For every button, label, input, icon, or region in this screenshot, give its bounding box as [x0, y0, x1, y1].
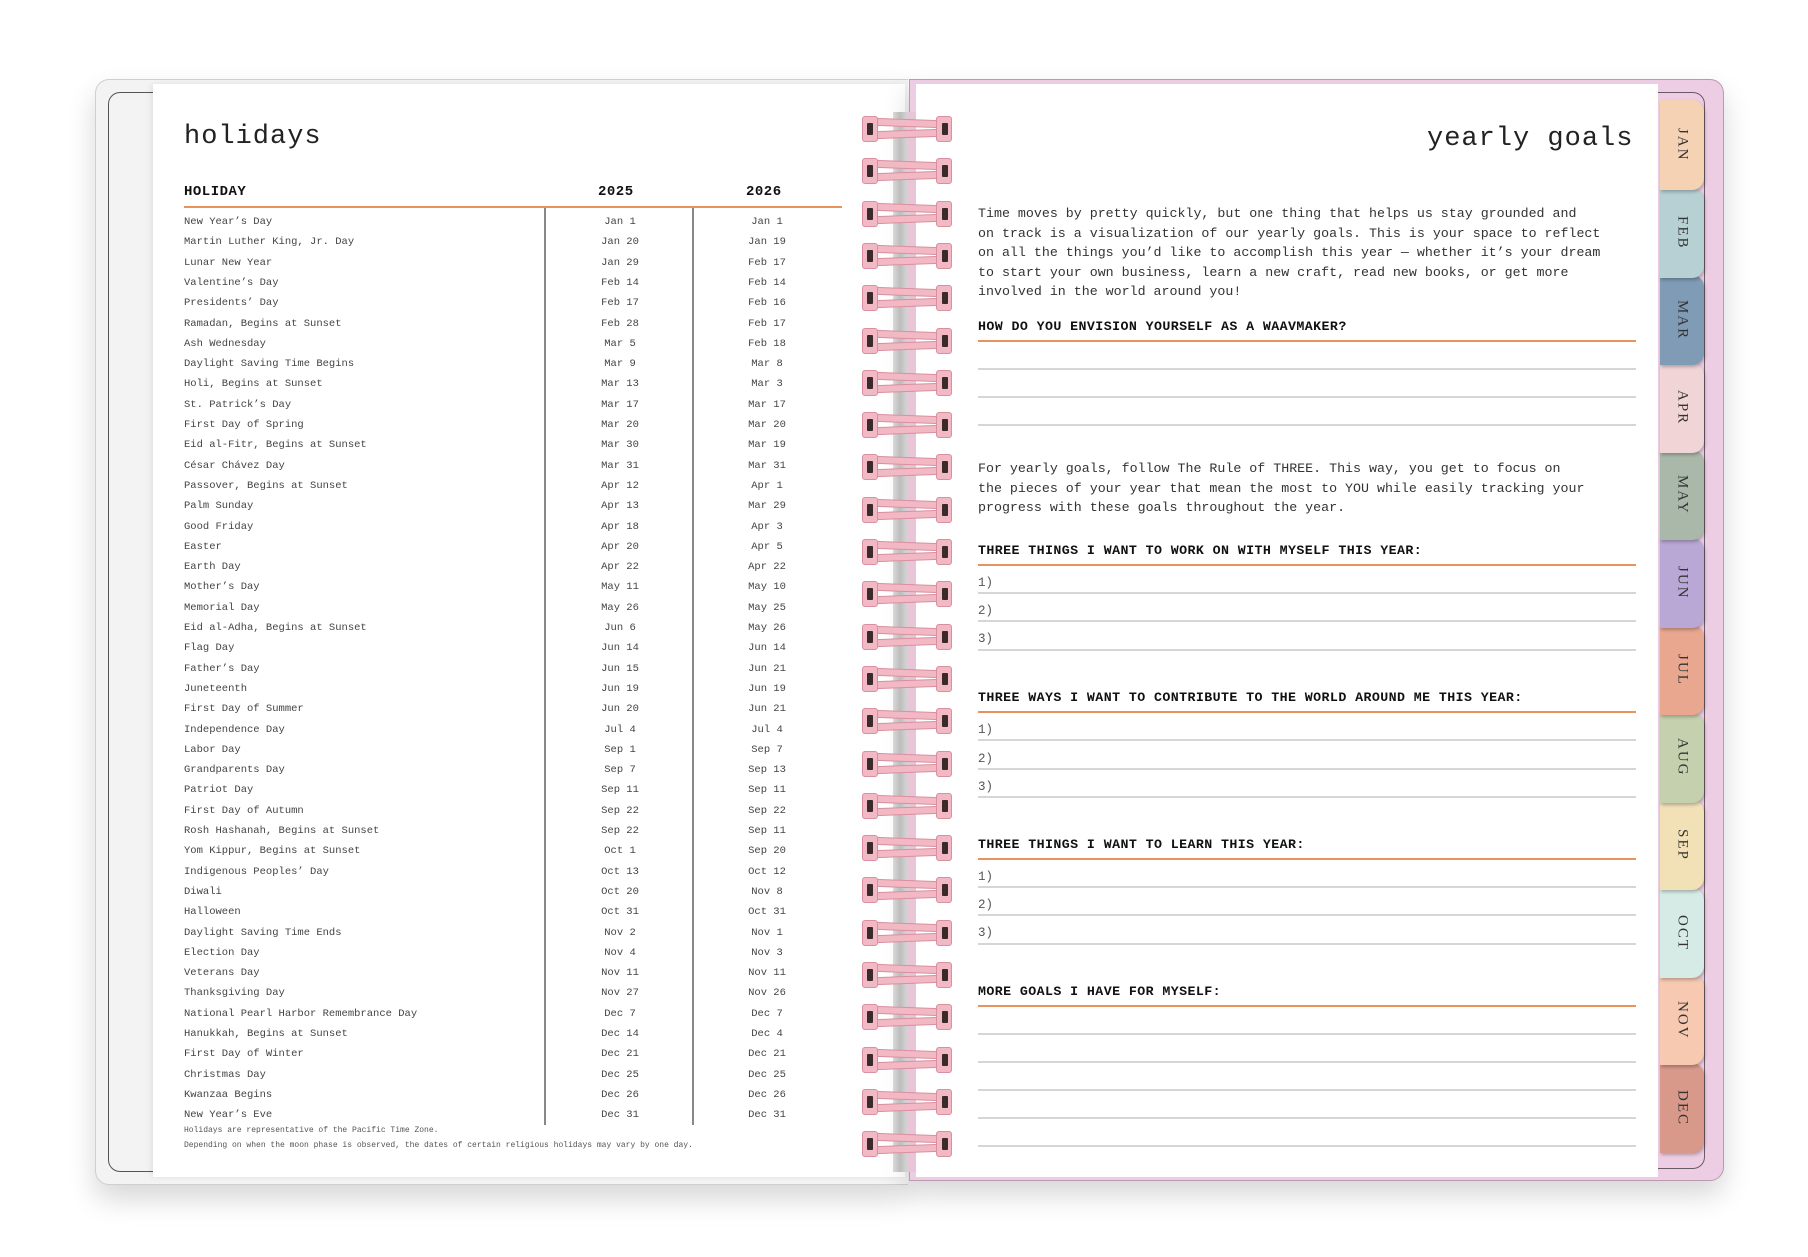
- intro-line: on all the things you’d like to accomplish this year — whether it’s your dream: [978, 245, 1601, 261]
- write-line[interactable]: [978, 396, 1636, 398]
- spiral-coil: [862, 285, 952, 309]
- table-row: [0, 902, 900, 922]
- spiral-coil: [862, 1004, 952, 1028]
- date-2026: Nov 3: [751, 946, 783, 959]
- date-2026: Feb 14: [748, 276, 786, 289]
- holiday-name: Holi, Begins at Sunset: [184, 378, 323, 391]
- date-2026: Nov 26: [748, 987, 786, 1000]
- rule-line: progress with these goals throughout the year.: [978, 500, 1346, 516]
- date-2025: Nov 27: [601, 987, 639, 1000]
- rule-line: For yearly goals, follow The Rule of THREE. This way, you get to focus on: [978, 461, 1561, 476]
- date-2026: Mar 29: [748, 500, 786, 513]
- holiday-name: Juneteenth: [184, 682, 248, 695]
- date-2026: Mar 8: [751, 358, 783, 371]
- tab-jun[interactable]: [1660, 538, 1704, 628]
- date-2026: Sep 7: [751, 743, 783, 756]
- table-row: [0, 1004, 900, 1024]
- table-row: [0, 841, 900, 861]
- date-2025: Apr 13: [601, 500, 639, 513]
- date-2025: Sep 22: [601, 825, 639, 837]
- section-rule: [978, 564, 1636, 566]
- date-2026: May 25: [748, 601, 786, 614]
- date-2026: Dec 31: [748, 1109, 786, 1122]
- write-line[interactable]: [978, 886, 1636, 888]
- date-2025: Apr 22: [601, 561, 639, 574]
- spiral-coil: [862, 454, 952, 478]
- write-line[interactable]: [978, 796, 1636, 798]
- holiday-name: First Day of Summer: [184, 703, 304, 716]
- write-line[interactable]: [978, 592, 1636, 594]
- holiday-name: Veterans Day: [184, 967, 260, 980]
- tab-jan[interactable]: [1660, 100, 1704, 190]
- holiday-name: Kwanzaa Begins: [184, 1088, 273, 1101]
- tab-aug[interactable]: [1660, 713, 1704, 803]
- table-row: [0, 983, 900, 1003]
- intro-line: Time moves by pretty quickly, but one thing that helps us stay grounded and: [978, 206, 1577, 221]
- tab-label: OCT: [1674, 914, 1691, 951]
- date-2025: May 11: [601, 581, 639, 594]
- date-2025: Dec 21: [601, 1048, 639, 1061]
- date-2026: Jan 1: [751, 216, 783, 228]
- date-2025: Sep 22: [601, 804, 639, 817]
- holiday-name: Valentine’s Day: [184, 276, 279, 289]
- table-row: [0, 212, 900, 232]
- date-2026: Nov 11: [748, 967, 786, 980]
- write-line[interactable]: [978, 1033, 1636, 1035]
- date-2026: Apr 5: [751, 540, 783, 553]
- tab-sep[interactable]: [1660, 800, 1704, 890]
- date-2025: Sep 7: [604, 764, 636, 777]
- date-2025: Oct 20: [601, 885, 639, 898]
- date-2025: Jun 15: [601, 662, 639, 675]
- tab-label: JUL: [1674, 654, 1691, 686]
- holiday-name: First Day of Winter: [184, 1048, 304, 1061]
- date-2025: Mar 13: [601, 378, 639, 391]
- table-row: [0, 476, 900, 496]
- date-2026: May 26: [748, 622, 786, 634]
- write-line[interactable]: [978, 914, 1636, 916]
- write-line[interactable]: [978, 1145, 1636, 1147]
- header-rule: [184, 206, 842, 208]
- tab-label: FEB: [1674, 215, 1691, 250]
- holiday-name: Father’s Day: [184, 662, 260, 675]
- holiday-name: Lunar New Year: [184, 256, 273, 269]
- item-number: 2): [978, 898, 994, 912]
- table-row: [0, 598, 900, 618]
- spiral-coil: [862, 1089, 952, 1113]
- item-number: 2): [978, 604, 994, 618]
- tab-dec[interactable]: [1660, 1063, 1704, 1153]
- holiday-name: Memorial Day: [184, 601, 260, 614]
- tab-feb[interactable]: [1660, 188, 1704, 278]
- spiral-coil: [862, 1131, 952, 1155]
- holiday-name: Eid al-Fitr, Begins at Sunset: [184, 439, 367, 452]
- date-2025: Jan 20: [601, 236, 639, 249]
- table-row: [0, 801, 900, 821]
- table-row: [0, 1105, 900, 1125]
- date-2025: Mar 9: [604, 358, 636, 371]
- date-2025: Mar 5: [604, 337, 636, 350]
- holiday-name: First Day of Autumn: [184, 804, 304, 817]
- date-2026: Dec 4: [751, 1028, 783, 1040]
- write-line[interactable]: [978, 368, 1636, 370]
- tab-may[interactable]: [1660, 450, 1704, 540]
- write-line[interactable]: [978, 739, 1636, 741]
- date-2026: Sep 11: [748, 825, 786, 837]
- spiral-coil: [862, 1047, 952, 1071]
- spiral-coil: [862, 877, 952, 901]
- spiral-coil: [862, 708, 952, 732]
- date-2025: Apr 12: [601, 479, 639, 492]
- date-2025: Oct 1: [604, 845, 636, 858]
- intro-line: to start your own business, learn a new craft, read new books, or get more: [978, 264, 1569, 280]
- tab-apr[interactable]: [1660, 363, 1704, 453]
- date-2026: Dec 25: [748, 1068, 786, 1081]
- column-header-2025: 2025: [598, 184, 634, 200]
- table-row: [0, 679, 900, 699]
- table-row: [0, 963, 900, 983]
- date-2026: Jun 19: [748, 682, 786, 695]
- spiral-coil: [862, 412, 952, 436]
- table-row: [0, 618, 900, 638]
- date-2026: Nov 1: [751, 926, 783, 939]
- table-row: [0, 334, 900, 354]
- date-2026: Dec 7: [751, 1007, 783, 1020]
- intro-paragraph: [978, 204, 1638, 302]
- write-line[interactable]: [978, 1061, 1636, 1063]
- holiday-name: National Pearl Harbor Remembrance Day: [184, 1007, 418, 1020]
- table-row: [0, 821, 900, 841]
- date-2025: Apr 20: [601, 540, 639, 553]
- rule-of-three-paragraph: [978, 459, 1638, 518]
- holiday-name: Patriot Day: [184, 784, 254, 797]
- date-2025: Jun 14: [601, 642, 639, 655]
- spiral-coil: [862, 962, 952, 986]
- section-rule: [978, 858, 1636, 860]
- holiday-name: Eid al-Adha, Begins at Sunset: [184, 622, 367, 634]
- tab-oct[interactable]: [1660, 888, 1704, 978]
- rule-line: the pieces of your year that mean the most to YOU while easily tracking your: [978, 480, 1585, 496]
- date-2026: Oct 31: [748, 906, 786, 919]
- holiday-name: Labor Day: [184, 743, 241, 756]
- spiral-coil: [862, 328, 952, 352]
- holiday-name: Easter: [184, 540, 222, 553]
- table-row: [0, 557, 900, 577]
- date-2025: Dec 31: [601, 1109, 639, 1122]
- section-heading-more-goals: MORE GOALS I HAVE FOR MYSELF:: [978, 984, 1222, 999]
- date-2026: Dec 26: [748, 1088, 786, 1101]
- holiday-name: Ash Wednesday: [184, 337, 266, 350]
- table-row: [0, 354, 900, 374]
- section-heading-learn: THREE THINGS I WANT TO LEARN THIS YEAR:: [978, 837, 1305, 852]
- date-2026: Feb 17: [748, 256, 786, 269]
- table-row: [0, 577, 900, 597]
- table-row: [0, 415, 900, 435]
- holiday-name: St. Patrick’s Day: [184, 398, 292, 411]
- write-line[interactable]: [978, 620, 1636, 622]
- section-rule: [978, 711, 1636, 713]
- date-2025: Mar 30: [601, 439, 639, 452]
- item-number: 1): [978, 723, 994, 737]
- spiral-coil: [862, 158, 952, 182]
- tab-label: APR: [1674, 389, 1691, 426]
- table-row: [0, 1044, 900, 1064]
- table-row: [0, 923, 900, 943]
- date-2025: Oct 31: [601, 906, 639, 919]
- date-2025: Dec 26: [601, 1088, 639, 1101]
- date-2025: Jun 6: [604, 622, 636, 634]
- tab-nov[interactable]: [1660, 975, 1704, 1065]
- date-2026: Apr 3: [751, 520, 783, 533]
- date-2026: Sep 13: [748, 764, 786, 777]
- date-2025: Dec 25: [601, 1068, 639, 1081]
- holiday-name: Palm Sunday: [184, 500, 254, 513]
- holiday-name: First Day of Spring: [184, 419, 304, 431]
- date-2025: Jan 29: [601, 256, 639, 269]
- holiday-name: Christmas Day: [184, 1068, 266, 1081]
- tab-label: SEP: [1674, 829, 1691, 861]
- date-2025: Mar 20: [601, 419, 639, 431]
- table-row: [0, 1024, 900, 1044]
- date-2025: Feb 14: [601, 276, 639, 289]
- table-row: [0, 780, 900, 800]
- item-number: 3): [978, 632, 994, 646]
- holiday-name: Flag Day: [184, 642, 235, 655]
- date-2026: Oct 12: [748, 865, 786, 878]
- holiday-name: Halloween: [184, 906, 241, 919]
- tab-label: MAY: [1674, 475, 1691, 515]
- spiral-coil: [862, 751, 952, 775]
- table-row: [0, 638, 900, 658]
- date-2026: Apr 1: [751, 479, 783, 492]
- date-2025: Oct 13: [601, 865, 639, 878]
- date-2026: May 10: [748, 581, 786, 594]
- date-2026: Apr 22: [748, 561, 786, 574]
- table-row: [0, 374, 900, 394]
- date-2025: Feb 28: [601, 317, 639, 330]
- date-2026: Jun 21: [748, 662, 786, 675]
- table-row: [0, 537, 900, 557]
- intro-line: involved in the world around you!: [978, 284, 1242, 300]
- date-2025: Nov 4: [604, 946, 636, 959]
- holiday-name: New Year’s Eve: [184, 1109, 273, 1122]
- date-2026: Jul 4: [751, 723, 783, 736]
- spiral-coil: [862, 243, 952, 267]
- holiday-name: Rosh Hashanah, Begins at Sunset: [184, 825, 380, 837]
- table-row: [0, 659, 900, 679]
- date-2025: Dec 7: [604, 1007, 636, 1020]
- holiday-name: Grandparents Day: [184, 764, 285, 777]
- table-row: [0, 273, 900, 293]
- holiday-name: Diwali: [184, 885, 222, 898]
- spiral-coil: [862, 497, 952, 521]
- date-2026: Jun 21: [748, 703, 786, 716]
- tab-label: JAN: [1674, 128, 1691, 162]
- tab-label: JUN: [1674, 565, 1691, 600]
- date-2026: Nov 8: [751, 885, 783, 898]
- date-2025: Jul 4: [604, 723, 636, 736]
- spiral-coil: [862, 835, 952, 859]
- table-row: [0, 496, 900, 516]
- envision-rule: [978, 340, 1636, 342]
- holiday-name: Earth Day: [184, 561, 241, 574]
- date-2025: Dec 14: [601, 1028, 639, 1040]
- table-row: [0, 699, 900, 719]
- date-2026: Mar 20: [748, 419, 786, 431]
- item-number: 2): [978, 752, 994, 766]
- holiday-name: Independence Day: [184, 723, 285, 736]
- date-2025: Jan 1: [604, 216, 636, 228]
- holiday-name: Indigenous Peoples’ Day: [184, 865, 329, 878]
- page-title-holidays: holidays: [184, 122, 322, 152]
- tab-jul[interactable]: [1660, 625, 1704, 715]
- spiral-coil: [862, 116, 952, 140]
- tab-label: DEC: [1674, 1089, 1691, 1126]
- date-2026: Feb 17: [748, 317, 786, 330]
- date-2025: Feb 17: [601, 297, 639, 310]
- date-2026: Sep 22: [748, 804, 786, 817]
- holiday-name: César Chávez Day: [184, 459, 285, 472]
- write-line[interactable]: [978, 1089, 1636, 1091]
- tab-label: NOV: [1674, 1000, 1691, 1040]
- date-2026: Feb 18: [748, 337, 786, 350]
- date-2025: May 26: [601, 601, 639, 614]
- intro-line: on track is a visualization of our yearly goals. This is your space to reflect: [978, 225, 1601, 241]
- date-2026: Sep 20: [748, 845, 786, 858]
- date-2025: Nov 2: [604, 926, 636, 939]
- table-row: [0, 882, 900, 902]
- write-line[interactable]: [978, 943, 1636, 945]
- envision-heading: HOW DO YOU ENVISION YOURSELF AS A WAAVMAKER?: [978, 319, 1347, 334]
- table-row: [0, 1065, 900, 1085]
- date-2026: Mar 31: [748, 459, 786, 472]
- holiday-name: Hanukkah, Begins at Sunset: [184, 1028, 348, 1040]
- table-row: [0, 740, 900, 760]
- date-2025: Sep 11: [601, 784, 639, 797]
- footnote-timezone: Holidays are representative of the Pacific Time Zone.: [184, 1126, 439, 1135]
- holiday-name: Martin Luther King, Jr. Day: [184, 236, 355, 249]
- spiral-coil: [862, 666, 952, 690]
- date-2026: Mar 17: [748, 398, 786, 411]
- tab-mar[interactable]: [1660, 275, 1704, 365]
- table-row: [0, 435, 900, 455]
- spiral-coil: [862, 793, 952, 817]
- section-rule: [978, 1005, 1636, 1007]
- write-line[interactable]: [978, 768, 1636, 770]
- date-2025: Jun 20: [601, 703, 639, 716]
- table-row: [0, 943, 900, 963]
- table-row: [0, 862, 900, 882]
- spiral-coil: [862, 920, 952, 944]
- holiday-name: Yom Kippur, Begins at Sunset: [184, 845, 361, 858]
- write-line[interactable]: [978, 1117, 1636, 1119]
- holiday-name: Daylight Saving Time Begins: [184, 358, 355, 371]
- holiday-name: Thanksgiving Day: [184, 987, 285, 1000]
- holiday-name: Election Day: [184, 946, 260, 959]
- spiral-coil: [862, 201, 952, 225]
- tab-label: MAR: [1674, 299, 1691, 341]
- table-row: [0, 720, 900, 740]
- date-2025: Jun 19: [601, 682, 639, 695]
- holiday-name: Presidents’ Day: [184, 297, 279, 310]
- table-row: [0, 1085, 900, 1105]
- spiral-coil: [862, 624, 952, 648]
- holiday-name: Daylight Saving Time Ends: [184, 926, 342, 939]
- table-row: [0, 517, 900, 537]
- date-2026: Jun 14: [748, 642, 786, 655]
- date-2025: Mar 17: [601, 398, 639, 411]
- table-row: [0, 456, 900, 476]
- table-row: [0, 314, 900, 334]
- table-row: [0, 293, 900, 313]
- table-row: [0, 395, 900, 415]
- date-2025: Apr 18: [601, 520, 639, 533]
- date-2026: Sep 11: [748, 784, 786, 797]
- write-line[interactable]: [978, 424, 1636, 426]
- date-2025: Sep 1: [604, 743, 636, 756]
- date-2025: Mar 31: [601, 459, 639, 472]
- table-row: [0, 232, 900, 252]
- holiday-name: New Year’s Day: [184, 216, 273, 228]
- tab-label: AUG: [1674, 738, 1691, 777]
- holiday-name: Good Friday: [184, 520, 254, 533]
- date-2025: Nov 11: [601, 967, 639, 980]
- table-row: [0, 760, 900, 780]
- spiral-coil: [862, 539, 952, 563]
- spiral-coil: [862, 370, 952, 394]
- page-title-yearly-goals: yearly goals: [1427, 124, 1634, 154]
- footnote-moon-phase: Depending on when the moon phase is observed, the dates of certain religious holidays may vary by one day.: [184, 1141, 693, 1150]
- column-header-holiday: HOLIDAY: [184, 184, 247, 200]
- holiday-name: Passover, Begins at Sunset: [184, 479, 348, 492]
- table-row: [0, 253, 900, 273]
- date-2026: Mar 3: [751, 378, 783, 391]
- item-number: 3): [978, 780, 994, 794]
- section-heading-contribute: THREE WAYS I WANT TO CONTRIBUTE TO THE WORLD AROUND ME THIS YEAR:: [978, 690, 1523, 705]
- item-number: 1): [978, 576, 994, 590]
- spiral-coil: [862, 581, 952, 605]
- item-number: 1): [978, 870, 994, 884]
- item-number: 3): [978, 926, 994, 940]
- date-2026: Jan 19: [748, 236, 786, 249]
- holiday-name: Mother’s Day: [184, 581, 260, 594]
- date-2026: Dec 21: [748, 1048, 786, 1061]
- holiday-name: Ramadan, Begins at Sunset: [184, 317, 342, 330]
- date-2026: Feb 16: [748, 297, 786, 310]
- section-heading-work-on-myself: THREE THINGS I WANT TO WORK ON WITH MYSELF THIS YEAR:: [978, 543, 1423, 558]
- write-line[interactable]: [978, 649, 1636, 651]
- column-header-2026: 2026: [746, 184, 782, 200]
- date-2026: Mar 19: [748, 439, 786, 452]
